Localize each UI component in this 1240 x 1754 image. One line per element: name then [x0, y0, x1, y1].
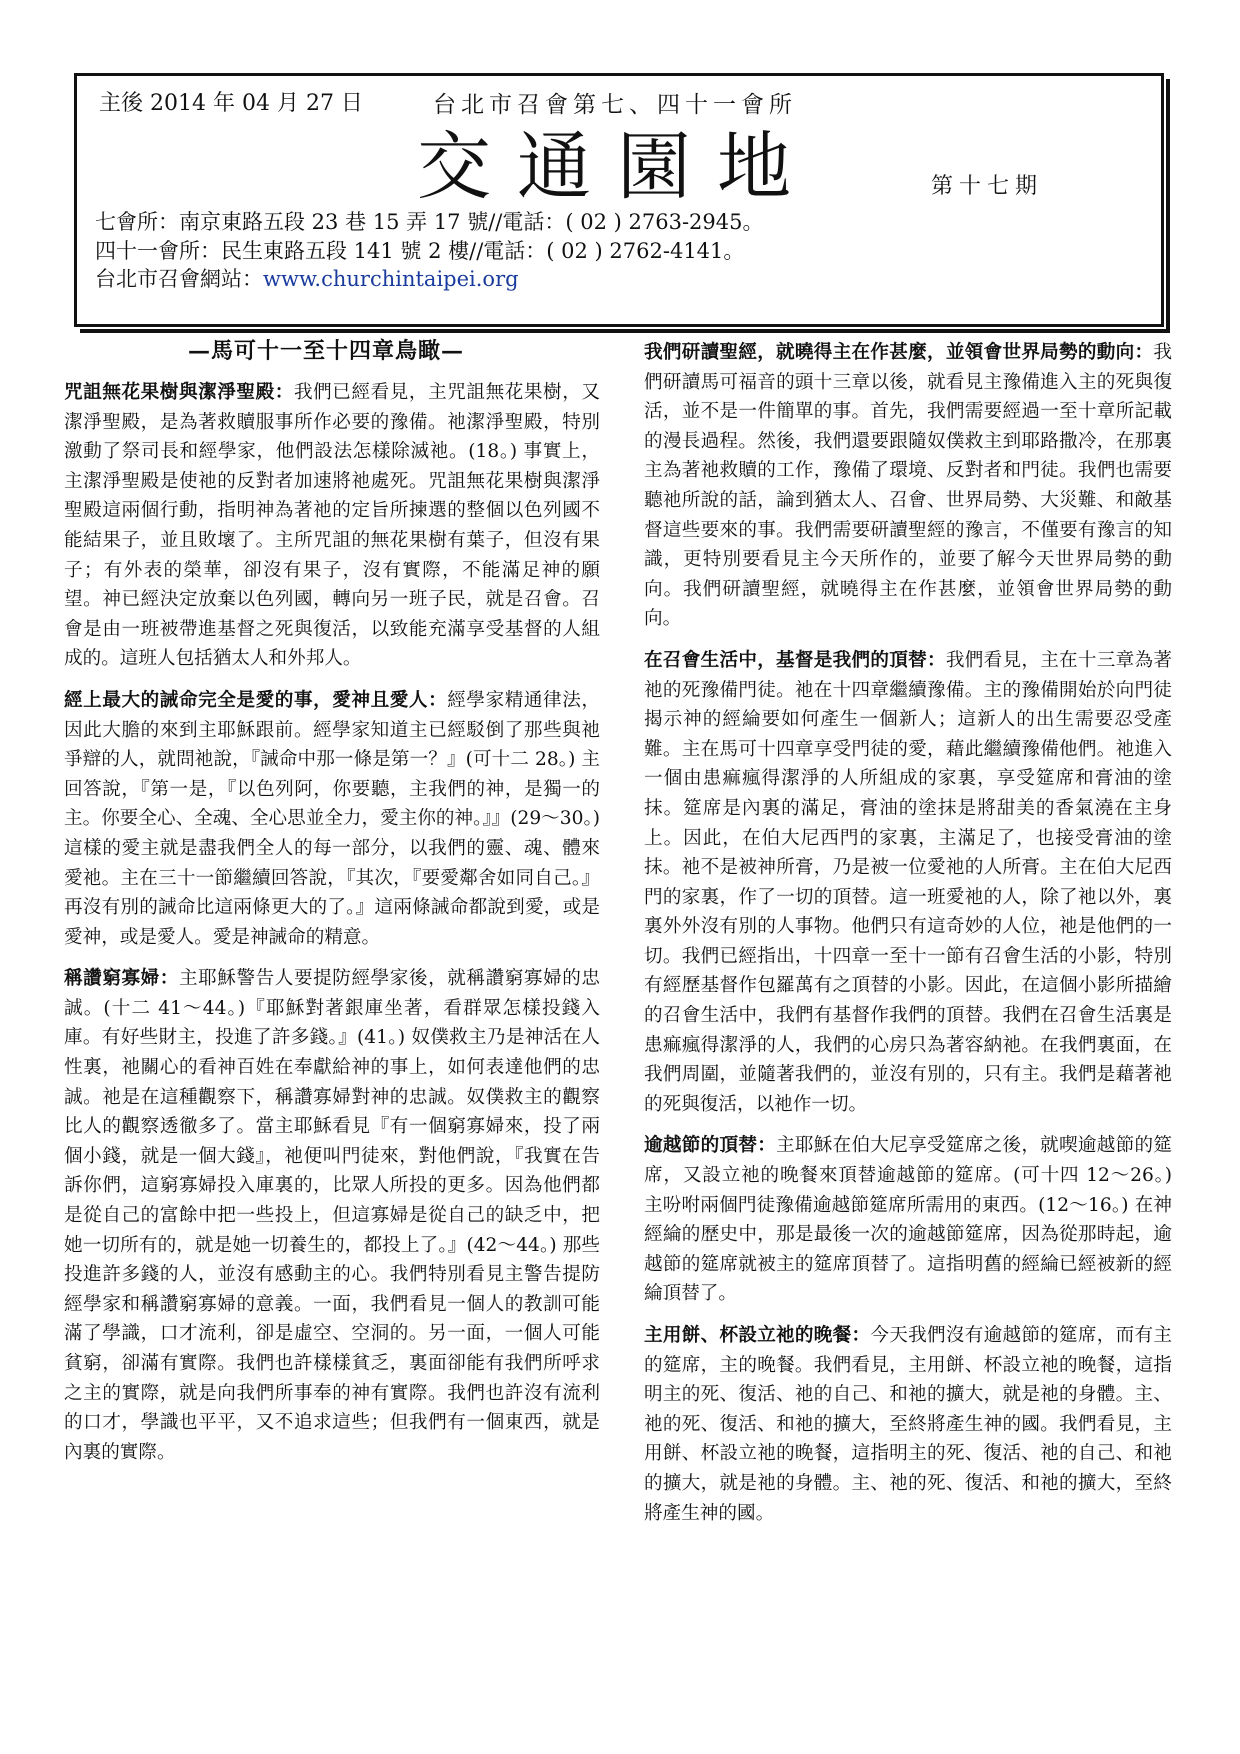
paragraph — [644, 338, 1172, 634]
hall-41-address: 四十一會所：民生東路五段 141 號 2 樓//電話：( 02 ) 2762-4141。 — [95, 239, 745, 263]
paragraph-heading: 咒詛無花果樹與潔淨聖殿： — [64, 382, 294, 403]
newsletter-title: 交通園地 — [417, 124, 817, 210]
issue-date: 主後 2014 年 04 月 27 日 — [99, 91, 363, 116]
website-line — [95, 263, 519, 293]
paragraph-heading: 主用餅、杯設立祂的晚餐： — [644, 1325, 871, 1346]
hall-7-address: 七會所：南京東路五段 23 巷 15 弄 17 號//電話：( 02 ) 2763-2945。 — [95, 210, 764, 234]
paragraph-text: 今天我們沒有逾越節的筵席，而有主的筵席，主的晚餐。我們看見，主用餅、杯設立祂的晚餐，這指明主的死、復活、祂的自己、和祂的擴大，就是祂的身體。主、祂的死、復活、和祂的擴大，至終將產生神的國。我們看見，主用餅、杯設立祂的晚餐，這指明主的死、復活、祂的自己、和祂的擴大，就是祂的身體。主、祂的死、復活、和祂的擴大，至終將產生神的國。 — [644, 1325, 1172, 1524]
issue-number: 第十七期 — [931, 174, 1044, 199]
paragraph-heading: 經上最大的誡命完全是愛的事，愛神且愛人： — [64, 689, 448, 711]
masthead — [74, 73, 1164, 327]
paragraph-text: 主耶穌警告人要提防經學家後，就稱讚窮寡婦的忠誠。(十二 41～44。)『耶穌對著銀庫坐著，看群眾怎樣投錢入庫。有好些財主，投進了許多錢。』(41。) 奴僕救主乃是神活在人性裏，祂關心的看神百姓在奉獻給神的事上，如何表達他們的忠誠。祂是在這種觀察下，稱讚寡婦對神的忠誠。奴僕救主的觀察比人的觀察透徹多了。當主耶穌看見『有一個窮寡婦來，投了兩個小錢，就是一個大錢』，祂便叫門徒來，對他們說，『我實在告訴你們，這窮寡婦投入庫裏的，比眾人所投的更多。因為他們都是從自己的富餘中把一些投上，但這寡婦是從自己的缺乏中，把她一切所有的，就是她一切養生的，都投上了。』(42～44。) 那些投進許多錢的人，並沒有感動主的心。我們特別看見主警告提防經學家和稱讚窮寡婦的意義。一面，我們看見一個人的教訓可能滿了學識，口才流利，卻是虛空、空洞的。另一面，一個人可能貧窮，卻滿有實際。我們也許樣樣貧乏，裏面卻能有我們所呼求之主的實際，就是向我們所事奉的神有實際。我們也許沒有流利的口才，學識也平平，又不追求這些；但我們有一個東西，就是內裏的實際。 — [64, 968, 600, 1463]
paragraph-heading: 稱讚窮寡婦： — [64, 968, 179, 990]
section-title: —馬可十一至十四章鳥瞰— — [188, 338, 465, 364]
paragraph — [644, 1321, 1172, 1528]
paragraph-heading: 在召會生活中，基督是我們的頂替： — [644, 649, 946, 671]
paragraph — [64, 964, 600, 1467]
right-column — [644, 338, 1172, 1540]
website-label: 台北市召會網站： — [95, 267, 263, 291]
paragraph-heading: 我們研讀聖經，就曉得主在作甚麼，並領會世界局勢的動向： — [644, 342, 1154, 363]
paragraph-text: 我們研讀馬可福音的頭十三章以後，就看見主豫備進入主的死與復活，並不是一件簡單的事。首先，我們需要經過一至十章所記載的漫長過程。然後，我們還要跟隨奴僕救主到耶路撒冷，在那裏主為著祂救贖的工作，豫備了環境、反對者和門徒。我們也需要聽祂所說的話，論到猶太人、召會、世界局勢、大災難、和敵基督這些要來的事。我們需要研讀聖經的豫言，不僅要有豫言的知識，更特別要看見主今天所作的，並要了解今天世界局勢的動向。我們研讀聖經，就曉得主在作甚麼，並領會世界局勢的動向。 — [644, 342, 1172, 630]
paragraph-heading: 逾越節的頂替： — [644, 1135, 777, 1157]
paragraph — [644, 1131, 1172, 1309]
paragraph — [644, 646, 1172, 1120]
left-column — [64, 378, 600, 1479]
paragraph — [64, 378, 600, 674]
website-link[interactable]: www.churchintaipei.org — [263, 267, 519, 291]
paragraph-text: 經學家精通律法，因此大膽的來到主耶穌跟前。經學家知道主已經駁倒了那些與祂爭辯的人，就問祂說，『誡命中那一條是第一？』(可十二 28。) 主回答說，『第一是，『以色列阿，你要聽，主我們的神，是獨一的主。你要全心、全魂、全心思並全力，愛主你的神。』』(29～30。) 這樣的愛主就是盡我們全人的每一部分，以我們的靈、魂、體來愛祂。主在三十一節繼續回答說，『其次，『要愛鄰舍如同自己。』再沒有別的誡命比這兩條更大的了。』這兩條誡命都說到愛，或是愛神，或是愛人。愛是神誡命的精意。 — [64, 689, 600, 948]
paragraph-text: 主耶穌在伯大尼享受筵席之後，就喫逾越節的筵席，又設立祂的晚餐來頂替逾越節的筵席。(可十四 12～26。) 主吩咐兩個門徒豫備逾越節筵席所需用的東西。(12～16。) 在神經綸的歷史中，那是最後一次的逾越節筵席，因為從那時起，逾越節的筵席就被主的筵席頂替了。這指明舊的經綸已經被新的經綸頂替了。 — [644, 1135, 1172, 1305]
paragraph-text: 我們看見，主在十三章為著祂的死豫備門徒。祂在十四章繼續豫備。主的豫備開始於向門徒揭示神的經綸要如何產生一個新人；這新人的出生需要忍受產難。主在馬可十四章享受門徒的愛，藉此繼續豫備他們。祂進入一個由患痲瘋得潔淨的人所組成的家裏，享受筵席和膏油的塗抹。筵席是內裏的滿足，膏油的塗抹是將甜美的香氣澆在主身上。因此，在伯大尼西門的家裏，主滿足了，也接受膏油的塗抹。祂不是被神所膏，乃是被一位愛祂的人所膏。主在伯大尼西門的家裏，作了一切的頂替。這一班愛祂的人，除了祂以外，裏裏外外沒有別的人事物。他們只有這奇妙的人位，祂是他們的一切。我們已經指出，十四章一至十一節有召會生活的小影，特別有經歷基督作包羅萬有之頂替的小影。因此，在這個小影所描繪的召會生活中，我們有基督作我們的頂替。我們在召會生活裏是患痲瘋得潔淨的人，我們的心房只為著容納祂。在我們裏面，在我們周圍，並隨著我們的，並沒有別的，只有主。我們是藉著祂的死與復活，以祂作一切。 — [644, 649, 1172, 1115]
paragraph — [64, 686, 600, 952]
paragraph-text: 我們已經看見，主咒詛無花果樹，又潔淨聖殿，是為著救贖服事所作必要的豫備。祂潔淨聖殿，特別激動了祭司長和經學家，他們設法怎樣除滅祂。(18。) 事實上，主潔淨聖殿是使祂的反對者加速將祂處死。咒詛無花果樹與潔淨聖殿這兩個行動，指明神為著祂的定旨所揀選的整個以色列國不能結果子，並且敗壞了。主所咒詛的無花果樹有葉子，但沒有果子；有外表的榮華，卻沒有果子，沒有實際，不能滿足神的願望。神已經決定放棄以色列國，轉向另一班子民，就是召會。召會是由一班被帶進基督之死與復活，以致能充滿享受基督的人組成的。這班人包括猶太人和外邦人。 — [64, 382, 600, 670]
church-name: 台北市召會第七、四十一會所 — [433, 92, 797, 118]
